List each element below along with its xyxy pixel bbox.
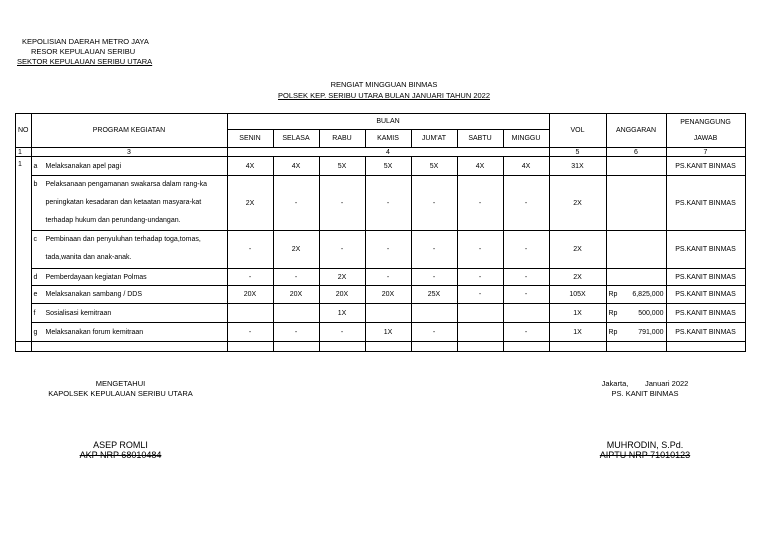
program-cell: [31, 286, 227, 304]
program-cell: [31, 323, 227, 342]
program-text: Melaksanakan sambang / DDS: [45, 291, 142, 298]
sig-left-name: ASEP ROMLI: [93, 440, 148, 450]
program-text: Pembinaan dan penyuluhan terhadap toga,tomas, tada,wanita dan anak-anak.: [45, 236, 201, 261]
anggaran-cell: [606, 269, 666, 286]
vol-value: 1X: [549, 323, 606, 342]
day-value: -: [503, 269, 549, 286]
day-value: [227, 304, 273, 323]
program-letter: c: [33, 236, 37, 243]
header-bulan: BULAN: [227, 114, 549, 130]
amount-value: 6,825,000: [632, 291, 664, 298]
day-value: [273, 304, 319, 323]
org-line-2: RESOR KEPULAUAN SERIBU: [31, 47, 136, 56]
header-day: MINGGU: [503, 130, 549, 148]
pj-value: PS.KANIT BINMAS: [666, 176, 745, 231]
day-value: -: [319, 176, 365, 231]
day-value: [365, 304, 411, 323]
day-value: -: [227, 269, 273, 286]
day-value: 5X: [319, 157, 365, 176]
table-row: [16, 323, 746, 342]
anggaran-cell: [606, 286, 666, 304]
currency-label: Rp: [608, 309, 618, 317]
sig-left-line1: MENGETAHUI: [95, 379, 146, 388]
day-value: -: [457, 176, 503, 231]
amount-value: 791,000: [638, 328, 664, 336]
day-value: 2X: [273, 231, 319, 269]
pj-value: PS.KANIT BINMAS: [666, 304, 745, 323]
day-value: [457, 304, 503, 323]
program-text: Sosialisasi kemitraan: [45, 309, 112, 317]
day-value: 2X: [319, 269, 365, 286]
amount-value: 500,000: [638, 309, 664, 317]
day-value: 20X: [365, 286, 411, 304]
day-value: [457, 323, 503, 342]
day-value: -: [411, 323, 457, 342]
program-cell: [31, 157, 227, 176]
sig-left-line2: KAPOLSEK KEPULAUAN SERIBU UTARA: [48, 389, 193, 398]
table-row: [16, 286, 746, 304]
day-value: -: [457, 269, 503, 286]
index-row: [16, 148, 746, 157]
program-cell: [31, 304, 227, 323]
day-value: -: [273, 323, 319, 342]
index-cell: 1: [16, 148, 32, 157]
vol-value: 2X: [549, 231, 606, 269]
header-day: SELASA: [273, 130, 319, 148]
pj-value: PS.KANIT BINMAS: [666, 269, 745, 286]
index-cell: 6: [606, 148, 666, 157]
program-letter: b: [33, 181, 38, 188]
table-row: [16, 176, 746, 231]
header-program: PROGRAM KEGIATAN: [31, 114, 227, 148]
day-value: -: [319, 231, 365, 269]
day-value: -: [411, 269, 457, 286]
program-text: Pemberdayaan kegiatan Polmas: [45, 273, 147, 281]
day-value: -: [503, 231, 549, 269]
currency-label: Rp: [608, 291, 618, 298]
day-value: [503, 304, 549, 323]
org-line-3: SEKTOR KEPULAUAN SERIBU UTARA: [17, 57, 153, 66]
program-letter: a: [33, 162, 38, 170]
program-letter: e: [33, 291, 38, 298]
day-value: -: [503, 323, 549, 342]
pj-value: PS.KANIT BINMAS: [666, 157, 745, 176]
anggaran-cell: [606, 157, 666, 176]
day-value: 2X: [227, 176, 273, 231]
index-cell: 4: [227, 148, 549, 157]
day-value: 25X: [411, 286, 457, 304]
table-row: [16, 269, 746, 286]
day-value: -: [365, 231, 411, 269]
day-value: -: [273, 176, 319, 231]
index-cell: 7: [666, 148, 745, 157]
doc-subtitle: POLSEK KEP. SERIBU UTARA BULAN JANUARI TAHUN 2022: [277, 91, 491, 100]
day-value: -: [503, 176, 549, 231]
currency-label: Rp: [608, 328, 618, 336]
program-text: Melaksanakan apel pagi: [45, 162, 121, 170]
signature-left-block: [38, 379, 203, 399]
program-cell: [31, 176, 227, 231]
header-row-1: [16, 114, 746, 130]
day-value: -: [457, 286, 503, 304]
day-value: 1X: [365, 323, 411, 342]
header-day: JUM'AT: [411, 130, 457, 148]
program-letter: d: [33, 273, 38, 281]
table-row: [16, 304, 746, 323]
day-value: 5X: [411, 157, 457, 176]
day-value: -: [319, 323, 365, 342]
pj-value: PS.KANIT BINMAS: [666, 231, 745, 269]
index-cell: 5: [549, 148, 606, 157]
day-value: -: [273, 269, 319, 286]
day-value: 20X: [319, 286, 365, 304]
day-value: -: [457, 231, 503, 269]
index-cell: 3: [31, 148, 227, 157]
vol-value: 2X: [549, 176, 606, 231]
header-day: SABTU: [457, 130, 503, 148]
header-anggaran: ANGGARAN: [606, 114, 666, 148]
signature-left-name-block: [38, 440, 203, 460]
header-vol: VOL: [549, 114, 606, 148]
day-value: 4X: [457, 157, 503, 176]
sig-right-rank: AIPTU NRP 71010123: [599, 450, 691, 460]
anggaran-cell: [606, 304, 666, 323]
anggaran-cell: [606, 323, 666, 342]
org-line-1: KEPOLISIAN DAERAH METRO JAYA: [22, 37, 149, 46]
day-value: 1X: [319, 304, 365, 323]
vol-value: 105X: [549, 286, 606, 304]
program-cell: [31, 269, 227, 286]
table-row: [16, 157, 746, 176]
pj-value: PS.KANIT BINMAS: [666, 286, 745, 304]
header-day: RABU: [319, 130, 365, 148]
sig-left-rank: AKP NRP 68010484: [79, 450, 162, 460]
sig-right-title: PS. KANIT BINMAS: [611, 389, 679, 398]
day-value: -: [227, 323, 273, 342]
sig-right-name: MUHRODIN, S.Pd.: [606, 440, 684, 450]
program-letter: g: [33, 328, 38, 336]
vol-value: 1X: [549, 304, 606, 323]
day-value: -: [411, 176, 457, 231]
schedule-table: [15, 113, 746, 352]
table-row: [16, 231, 746, 269]
day-value: [411, 304, 457, 323]
day-value: -: [227, 231, 273, 269]
doc-title: RENGIAT MINGGUAN BINMAS: [330, 80, 438, 89]
day-value: 4X: [503, 157, 549, 176]
program-cell: [31, 231, 227, 269]
pj-value: PS.KANIT BINMAS: [666, 323, 745, 342]
day-value: 20X: [273, 286, 319, 304]
anggaran-cell: [606, 176, 666, 231]
day-value: 4X: [273, 157, 319, 176]
row-no: 1: [16, 157, 32, 342]
sig-right-place-date: Jakarta, Januari 2022: [601, 379, 689, 388]
program-text: Pelaksanaan pengamanan swakarsa dalam rang-ka peningkatan kesadaran dan ketaatan masyara-kat terhadap hukum dan perundang-undangan.: [45, 181, 207, 224]
table-body: [16, 157, 746, 342]
signature-right-name-block: [590, 440, 700, 460]
vol-value: 31X: [549, 157, 606, 176]
empty-row: [16, 342, 746, 352]
day-value: 20X: [227, 286, 273, 304]
signature-right-block: [590, 379, 700, 399]
day-value: 4X: [227, 157, 273, 176]
header-day: KAMIS: [365, 130, 411, 148]
day-value: 5X: [365, 157, 411, 176]
program-text: Melaksanakan forum kemitraan: [45, 328, 144, 336]
header-no: NO: [16, 114, 32, 148]
day-value: -: [365, 176, 411, 231]
anggaran-cell: [606, 231, 666, 269]
header-day: SENIN: [227, 130, 273, 148]
day-value: -: [503, 286, 549, 304]
day-value: -: [411, 231, 457, 269]
program-letter: f: [33, 309, 36, 317]
header-penanggung-jawab: PENANGGUNG JAWAB: [666, 114, 745, 148]
day-value: -: [365, 269, 411, 286]
vol-value: 2X: [549, 269, 606, 286]
